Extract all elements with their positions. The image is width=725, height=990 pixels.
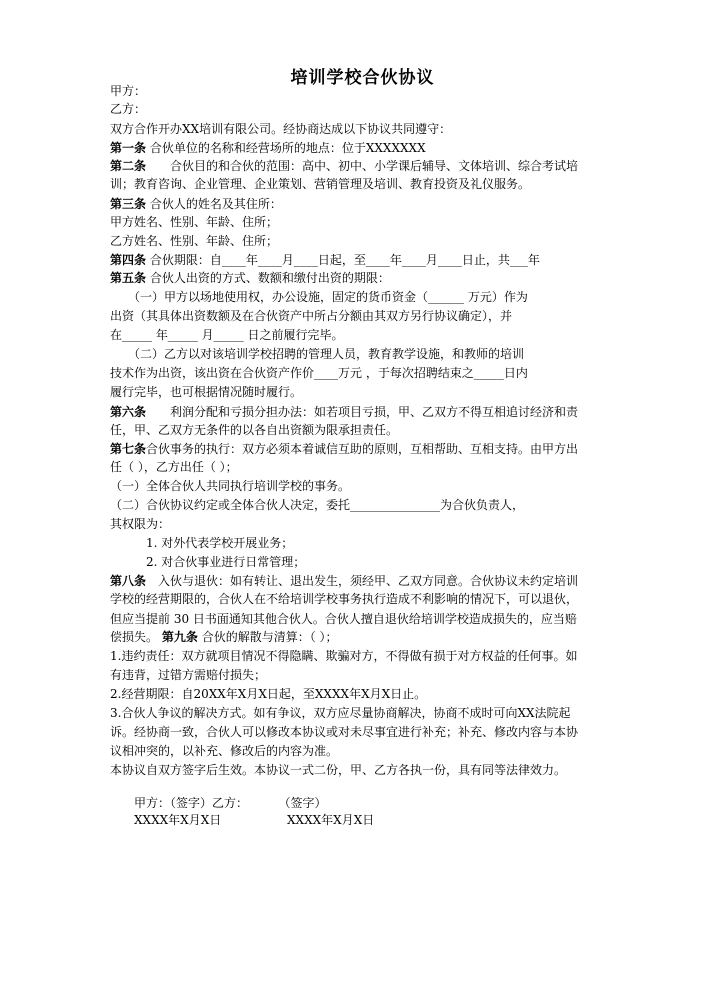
article-4-label: 第四条 [110, 253, 147, 267]
party-a-line: 甲方： [110, 84, 147, 98]
article-5-p1-line-3: 在_____ 年_____ 月_____ 日之前履行完毕。 [110, 328, 344, 342]
article-5-text: 合伙人出资的方式、数额和缴付出资的期限： [149, 271, 390, 285]
article-9-label: 第九条 [161, 630, 198, 644]
article-1-text: 合伙单位的名称和经营场所的地点：位于XXXXXXX [149, 141, 426, 155]
article-6-text-2: 任，甲、乙双方无条件的以各自出资额为限承担责任。 [110, 423, 399, 437]
article-9-item-1-line-2: 有违背，过错方需赔付损失； [110, 668, 267, 682]
article-3-party-a: 甲方姓名、性别、年龄、住所； [110, 215, 279, 229]
article-9-text: 合伙的解散与清算：（ ）； [201, 630, 338, 644]
document-title: 培训学校合伙协议 [290, 68, 435, 88]
article-7-label: 第七条 [110, 442, 147, 456]
article-4-text: 合伙期限：自____年____月____日起，至____年____月____日止，共___年 [149, 253, 540, 267]
article-2-label: 第二条 [110, 159, 147, 173]
article-9-item-3-line-2: 诉。经协商一致，合伙人可以修改本协议或对未尽事宜进行补充；补充、修改内容与本协 [110, 725, 579, 739]
article-5-p2-line-2: 技术作为出资，该出资在合伙资产作价____万元 ，于每次招聘结束之_____日内 [110, 366, 528, 380]
article-5 [110, 270, 390, 286]
article-5-p1-line-2: 出资（其具体出资数额及在合伙资产中所占分额由其双方另行协议确定），并 [110, 309, 513, 323]
signature-line: 甲方：（签字）乙方： （签字） [134, 796, 327, 810]
article-8-text-4: 偿损失。 [110, 630, 159, 644]
signature-date-a: XXXX年X月X日 [134, 813, 222, 827]
article-5-label: 第五条 [110, 271, 147, 285]
article-3-label: 第三条 [110, 197, 147, 211]
article-9-item-2: 2.经营期限：自20XX年X月X日起，至XXXX年X月X日止。 [110, 687, 427, 701]
article-3-party-b: 乙方姓名、性别、年龄、住所； [110, 234, 279, 248]
article-7-item-2: （二）合伙协议约定或全体合伙人决定，委托_______________为合伙负责人， [110, 498, 525, 512]
article-7-item-2-cont: 其权限为： [110, 517, 171, 531]
article-7-text-2: 任（ ），乙方出任（ ）； [110, 460, 238, 474]
article-8 [110, 573, 578, 589]
article-2-text-2: 训；教育咨询、企业管理、企业策划、营销管理及培训、教育投资及礼仪服务。 [110, 177, 531, 191]
article-6 [110, 404, 578, 420]
signature-date-b: XXXX年X月X日 [287, 813, 375, 827]
article-8-text-2: 学校的经营期限的，合伙人在不给培训学校事务执行造成不利影响的情况下，可以退伙， [110, 592, 579, 606]
article-8-label: 第八条 [110, 574, 147, 588]
article-3-text: 合伙人的姓名及其住所： [149, 197, 282, 211]
party-b-line: 乙方： [110, 102, 147, 116]
intro-line: 双方合作开办XX培训有限公司。经协商达成以下协议共同遵守： [110, 122, 452, 136]
article-1 [110, 140, 426, 156]
article-2 [110, 158, 578, 174]
article-6-label: 第六条 [110, 405, 147, 419]
article-9-item-3-line-3: 议相冲突的，以补充、修改后的内容为准。 [110, 744, 339, 758]
article-7-item-1: （一）全体合伙人共同执行培训学校的事务。 [110, 479, 351, 493]
article-8-text-3: 但应当提前 30 日书面通知其他合伙人。合伙人擅自退伙给培训学校造成损失的，应当赔 [110, 612, 577, 626]
article-2-text-1: 合伙目的和合伙的范围：高中、初中、小学课后辅导、文体培训、综合考试培 [146, 159, 579, 173]
article-1-label: 第一条 [110, 141, 147, 155]
article-3 [110, 196, 282, 212]
article-8-9-line [110, 629, 338, 645]
article-5-p2-line-1: （二）乙方以对该培训学校招聘的管理人员，教育教学设施，和教师的培训 [110, 347, 525, 361]
article-9-item-1-line-1: 1.违约责任：双方就项目情况不得隐瞒、欺骗对方，不得做有损于对方权益的任何事。如 [110, 649, 578, 663]
closing-line: 本协议自双方签字后生效。本协议一式二份，甲、乙方各执一份，具有同等法律效力。 [110, 763, 567, 777]
article-7-sub-1: 1. 对外代表学校开展业务； [146, 536, 294, 550]
article-5-p2-line-3: 履行完毕，也可根据情况随时履行。 [110, 385, 303, 399]
article-4 [110, 252, 540, 268]
article-7-text-1: 合伙事务的执行：双方必须本着诚信互助的原则，互相帮助、互相支持。由甲方出 [146, 442, 579, 456]
article-9-item-3-line-1: 3.合伙人争议的解决方式。如有争议，双方应尽量协商解决，协商不成时可向XX法院起 [110, 706, 571, 720]
article-7 [110, 441, 578, 457]
article-5-p1-line-1: （一）甲方以场地使用权，办公设施，固定的货币资金（______ 万元）作为 [110, 290, 528, 304]
article-7-sub-2: 2. 对合伙事业进行日常管理； [146, 555, 306, 569]
article-6-text-1: 利润分配和亏损分担办法：如若项目亏损，甲、乙双方不得互相追讨经济和责 [146, 405, 579, 419]
article-8-text-1: 入伙与退伙：如有转让、退出发生，须经甲、乙双方同意。合伙协议未约定培训 [146, 574, 579, 588]
